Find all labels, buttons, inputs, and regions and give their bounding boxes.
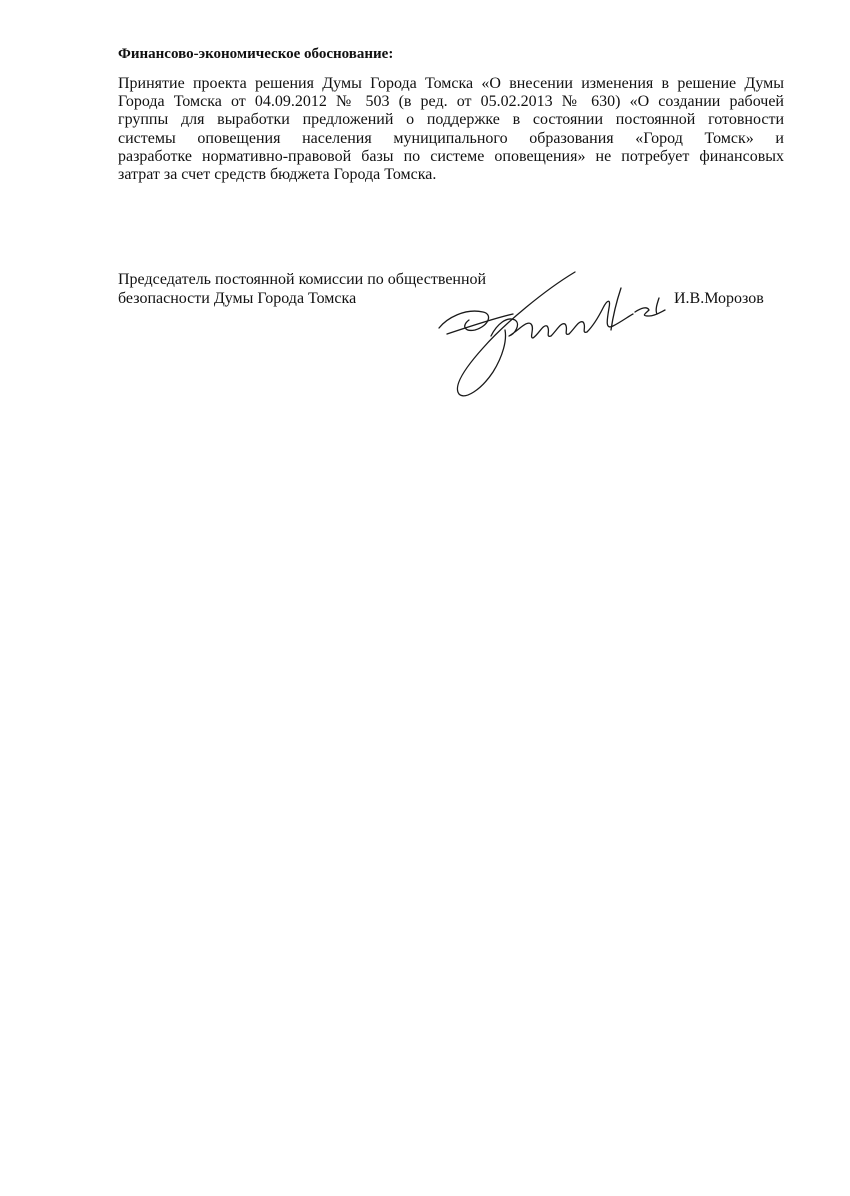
- paragraph-line-6: затрат за счет средств бюджета Города Томска.: [118, 165, 437, 183]
- paragraph-line-2: Города Томска от 04.09.2012 № 503 (в ред. от 05.02.2013 № 630) «О создании рабочей: [118, 93, 784, 111]
- paragraph-line-3: группы для выработки предложений о поддержке в состоянии постоянной готовности: [118, 111, 784, 129]
- signer-position-line-1: Председатель постоянной комиссии по общественной: [118, 271, 487, 288]
- signer-position: [118, 270, 486, 308]
- section-heading: Финансово-экономическое обоснование:: [118, 46, 394, 62]
- signer-name: И.В.Морозов: [674, 290, 764, 307]
- handwritten-signature: [435, 268, 675, 403]
- paragraph-line-5: разработке нормативно-правовой базы по системе оповещения» не потребует финансовых: [118, 147, 784, 165]
- justification-paragraph: [118, 75, 784, 184]
- paragraph-line-1: Принятие проекта решения Думы Города Томска «О внесении изменения в решение Думы: [118, 75, 784, 92]
- signer-position-line-2: безопасности Думы Города Томска: [118, 290, 357, 307]
- paragraph-line-4: системы оповещения населения муниципального образования «Город Томск» и: [118, 129, 784, 147]
